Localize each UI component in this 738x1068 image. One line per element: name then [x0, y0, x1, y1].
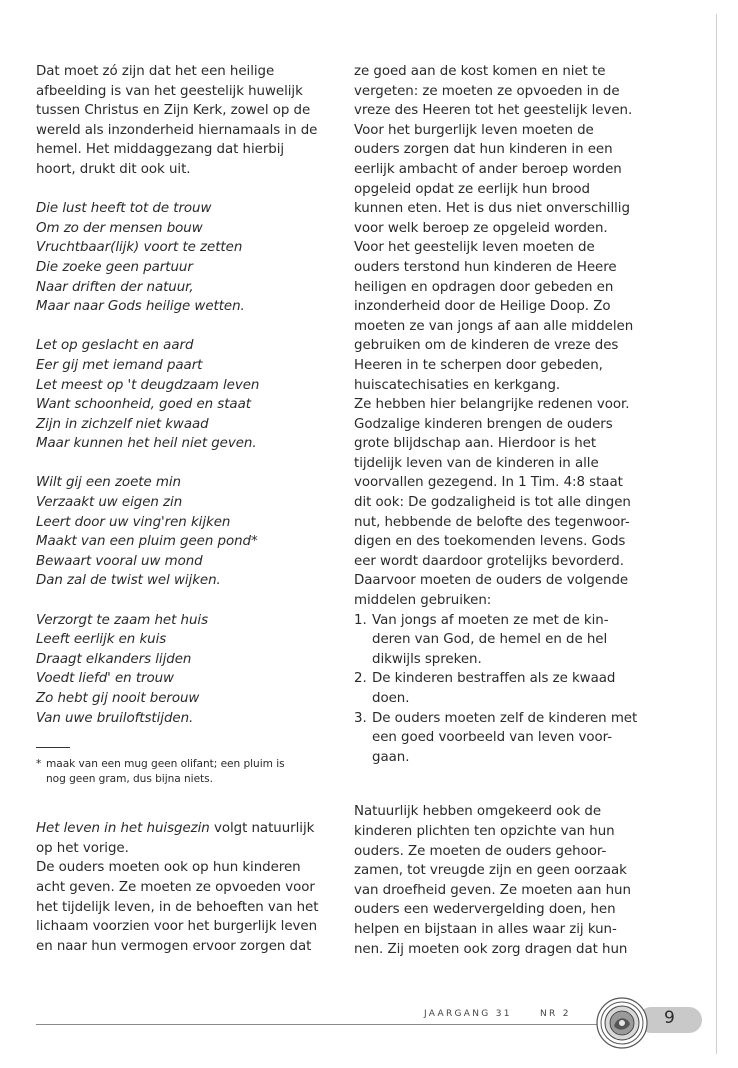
- text-line: ouders zorgen dat hun kinderen in een: [354, 142, 613, 158]
- poem-line: Naar driften der natuur,: [36, 279, 194, 295]
- text-line: zamen, tot vreugde zijn en geen oorzaak: [354, 863, 627, 879]
- footnote-line: nog geen gram, dus bijna niets.: [46, 772, 213, 785]
- text-line: Ze hebben hier belangrijke redenen voor.: [354, 397, 630, 413]
- text-line: doen.: [372, 691, 410, 706]
- poem-line: Zijn in zichzelf niet kwaad: [36, 416, 209, 432]
- poem-line: Want schoonheid, goed en staat: [36, 397, 251, 413]
- text-line: De ouders moeten ook op hun kinderen: [36, 860, 301, 876]
- right-column: [354, 62, 646, 959]
- text-line: Van jongs af moeten ze met de kin-: [372, 612, 609, 628]
- section-first-line: [36, 819, 336, 839]
- text-line: eerlijk ambacht of ander beroep worden: [354, 161, 622, 177]
- main-paragraph: [354, 62, 646, 611]
- text-line: afbeelding is van het geestelijk huwelijk: [36, 83, 303, 99]
- text-line: kinderen plichten ten opzichte van hun: [354, 823, 615, 839]
- footnote-line: maak van een mug geen olifant; een pluim is: [46, 758, 285, 771]
- means-list: [354, 611, 646, 768]
- text-line: Natuurlijk hebben omgekeerd ook de: [354, 804, 602, 820]
- text-line: voor welk beroep ze opgeleid worden.: [354, 220, 608, 236]
- text-line: ouders een wedervergelding doen, hen: [354, 902, 616, 918]
- poem-line: Maar naar Gods heilige wetten.: [36, 299, 245, 315]
- text-line: ze goed aan de kost komen en niet te: [354, 64, 606, 79]
- text-line: kunnen eten. Het is dus niet onverschillig: [354, 201, 630, 217]
- issue-label: NR 2: [540, 1009, 571, 1019]
- text-line: vreze des Heeren tot het geestelijk leven.: [354, 103, 633, 119]
- text-line: Dat moet zó zijn dat het een heilige: [36, 64, 275, 79]
- text-line: huiscatechisaties en kerkgang.: [354, 377, 561, 393]
- poem-line: Maakt van een pluim geen pond*: [36, 534, 258, 550]
- section-paragraph: [36, 819, 336, 956]
- poem-stanza-4: [36, 611, 336, 729]
- footnote-mark: *: [36, 758, 42, 771]
- poem-line: Eer gij met iemand paart: [36, 357, 203, 373]
- text-line: Heeren in te scherpen door gebeden,: [354, 357, 603, 373]
- poem-line: Die lust heeft tot de trouw: [36, 201, 212, 217]
- text-line: tijdelijk leven van de kinderen in alle: [354, 455, 599, 471]
- text-line: heiligen en opdragen door gebeden en: [354, 279, 614, 295]
- list-number: 1.: [354, 612, 367, 628]
- text-line: De ouders moeten zelf de kinderen met: [372, 710, 638, 726]
- section-first-line-rest: volgt natuurlijk: [209, 821, 315, 837]
- text-line: gebruiken om de kinderen de vreze des: [354, 338, 619, 354]
- text-line: een goed voorbeeld van leven voor-: [372, 730, 613, 746]
- text-line: ouders terstond hun kinderen de Heere: [354, 259, 617, 275]
- text-line: Voor het burgerlijk leven moeten de: [354, 122, 594, 138]
- list-number: 3.: [354, 710, 367, 726]
- text-line: acht geven. Ze moeten ze opvoeden voor: [36, 879, 315, 895]
- text-line: lichaam voorzien voor het burgerlijk leven: [36, 919, 318, 935]
- text-line: hemel. Het middaggezang dat hierbij: [36, 142, 285, 158]
- children-paragraph: [354, 802, 646, 959]
- text-line: eer wordt daardoor grotelijks bevorderd.: [354, 553, 624, 569]
- text-line: helpen en bijstaan in alles waar zij kun-: [354, 921, 617, 937]
- text-line: dit ook: De godzaligheid is tot alle dingen: [354, 495, 631, 511]
- poem-line: Om zo der mensen bouw: [36, 220, 203, 236]
- text-line: middelen gebruiken:: [354, 593, 492, 609]
- left-column: [36, 62, 336, 956]
- text-line: hoort, drukt dit ook uit.: [36, 161, 191, 177]
- text-line: grote blijdschap aan. Hierdoor is het: [354, 436, 597, 452]
- page-number: 9: [664, 1008, 675, 1028]
- poem-line: Vruchtbaar(lijk) voort te zetten: [36, 240, 243, 256]
- poem-line: Van uwe bruiloftstijden.: [36, 710, 194, 726]
- poem-stanza-3: [36, 473, 336, 591]
- text-line: op het vorige.: [36, 840, 129, 856]
- poem-line: Let op geslacht en aard: [36, 338, 194, 354]
- text-line: inzonderheid door de Heilige Doop. Zo: [354, 299, 611, 315]
- footer-rule: [36, 1024, 648, 1025]
- text-line: tussen Christus en Zijn Kerk, zowel op de: [36, 103, 311, 119]
- poem-line: Let meest op 't deugdzaam leven: [36, 377, 260, 393]
- text-line: vergeten: ze moeten ze opvoeden in de: [354, 83, 620, 99]
- poem-line: Maar kunnen het heil niet geven.: [36, 436, 257, 452]
- poem-line: Draagt elkanders lijden: [36, 651, 192, 667]
- text-line: Daarvoor moeten de ouders de volgende: [354, 573, 629, 589]
- volume-label: JAARGANG 31: [424, 1009, 512, 1019]
- page-edge-rule: [716, 14, 717, 1054]
- footnote: [36, 757, 336, 786]
- text-line: nut, hebbende de belofte des tegenwoor-: [354, 514, 630, 530]
- list-number: 2.: [354, 671, 367, 687]
- poem-line: Dan zal de twist wel wijken.: [36, 573, 221, 589]
- text-line: wereld als inzonderheid hiernamaals in de: [36, 122, 318, 138]
- poem-line: Verzorgt te zaam het huis: [36, 612, 208, 628]
- poem-stanza-1: [36, 199, 336, 317]
- intro-paragraph: [36, 62, 336, 180]
- poem-line: Voedt liefd' en trouw: [36, 671, 174, 687]
- section-title: Het leven in het huisgezin: [36, 821, 210, 837]
- poem-line: Wilt gij een zoete min: [36, 475, 181, 491]
- text-line: deren van God, de hemel en de hel: [372, 632, 608, 648]
- poem-line: Zo hebt gij nooit berouw: [36, 691, 200, 706]
- poem-line: Leert door uw ving'ren kijken: [36, 514, 231, 530]
- text-line: dikwijls spreken.: [372, 651, 482, 667]
- text-line: het tijdelijk leven, in de behoeften van het: [36, 899, 319, 915]
- text-line: De kinderen bestraffen als ze kwaad: [372, 671, 616, 687]
- footnote-divider: [36, 747, 70, 748]
- text-line: nen. Zij moeten ook zorg dragen dat hun: [354, 941, 628, 957]
- poem-line: Bewaart vooral uw mond: [36, 553, 203, 569]
- list-item: [354, 611, 646, 670]
- poem-line: Verzaakt uw eigen zin: [36, 495, 183, 511]
- poem-line: Leeft eerlijk en kuis: [36, 632, 167, 648]
- poem-line: Die zoeke geen partuur: [36, 259, 193, 275]
- list-item: [354, 709, 646, 768]
- text-line: en naar hun vermogen ervoor zorgen dat: [36, 938, 312, 954]
- text-line: moeten ze van jongs af aan alle middelen: [354, 318, 634, 334]
- text-line: gaan.: [372, 749, 410, 765]
- text-line: van droefheid geven. Ze moeten aan hun: [354, 882, 631, 898]
- seal-emblem-icon: [595, 996, 649, 1050]
- list-item: [354, 669, 646, 708]
- text-line: Godzalige kinderen brengen de ouders: [354, 416, 613, 432]
- text-line: ouders. Ze moeten de ouders gehoor-: [354, 843, 607, 859]
- text-line: voorvallen gezegend. In 1 Tim. 4:8 staat: [354, 475, 623, 491]
- text-line: opgeleid opdat ze eerlijk hun brood: [354, 181, 591, 197]
- text-line: digen en des toekomenden levens. Gods: [354, 534, 626, 550]
- poem-stanza-2: [36, 336, 336, 454]
- text-line: Voor het geestelijk leven moeten de: [354, 240, 595, 256]
